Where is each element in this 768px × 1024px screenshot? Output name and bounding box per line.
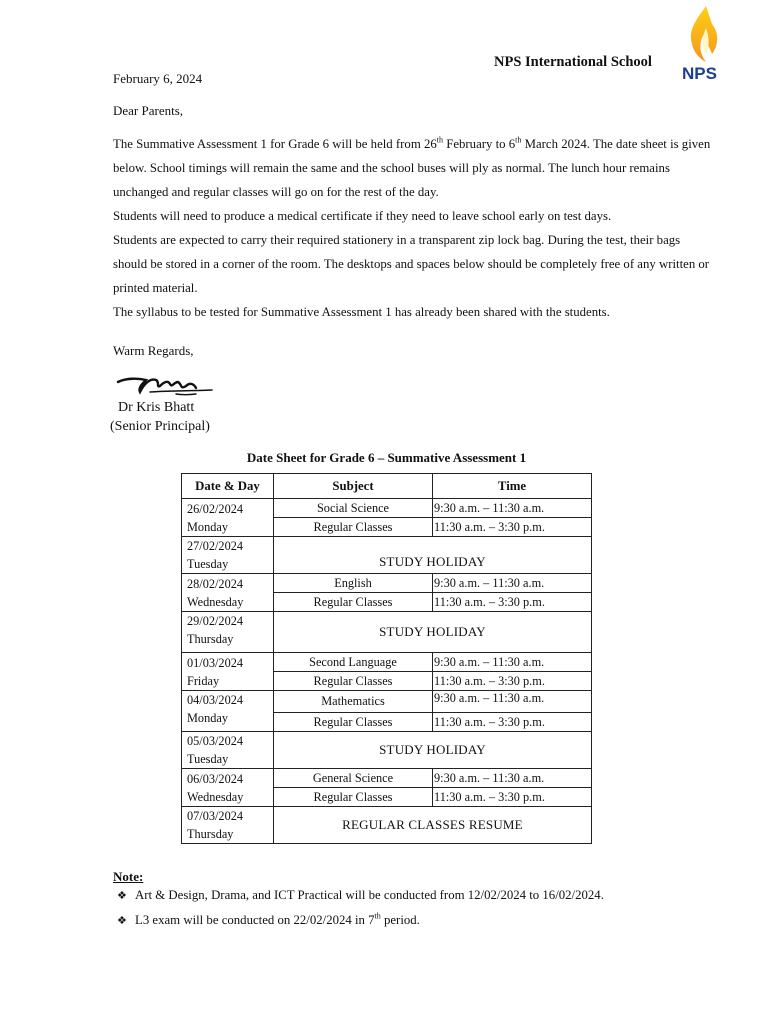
subject-cell: Regular Classes (274, 788, 433, 807)
date-cell: 05/03/2024 Tuesday (182, 732, 274, 769)
subject-cell: Regular Classes (274, 713, 433, 732)
table-row (182, 574, 592, 593)
time-cell: 9:30 a.m. – 11:30 a.m. (433, 653, 592, 672)
paragraph-assessment-dates: The Summative Assessment 1 for Grade 6 will be held from 26th February to 6th March 2024. The date sheet is given below. School timings will remain the same and the school buses will ply as normal. The lunch hour remains unchanged and regular classes will go on for the rest of the day. (113, 135, 711, 199)
signatory-title: (Senior Principal) (110, 419, 210, 434)
time-cell: 11:30 a.m. – 3:30 p.m. (433, 713, 592, 732)
paragraph-syllabus: The syllabus to be tested for Summative Assessment 1 has already been shared with the students. (113, 305, 610, 319)
subject-cell: Second Language (274, 653, 433, 672)
paragraph-medical-certificate: Students will need to produce a medical certificate if they need to leave school early on test days. (113, 209, 612, 223)
subject-cell: English (274, 574, 433, 593)
date-cell: 29/02/2024 Thursday (182, 612, 274, 653)
flame-logo-icon (676, 4, 732, 82)
signature-icon (116, 370, 216, 400)
table-header-row (182, 474, 592, 499)
table-row (182, 732, 592, 769)
date-cell: 28/02/2024 Wednesday (182, 574, 274, 612)
table-row (182, 691, 592, 713)
table-row (182, 612, 592, 653)
time-cell: 9:30 a.m. – 11:30 a.m. (433, 574, 592, 593)
subject-cell: General Science (274, 769, 433, 788)
subject-cell: Regular Classes (274, 518, 433, 537)
study-holiday-cell: STUDY HOLIDAY (274, 612, 592, 653)
diamond-bullet-icon: ❖ (117, 890, 127, 902)
note-title: Note: (113, 869, 144, 884)
paragraph-stationery: Students are expected to carry their required stationery in a transparent zip lock bag. During the test, their bags should be stored in a corner of the room. The desktops and spaces below should be completely free of any written or printed material. (113, 233, 710, 295)
date-sheet-title: Date Sheet for Grade 6 – Summative Assessment 1 (246, 450, 527, 465)
classes-resume-cell: REGULAR CLASSES RESUME (274, 807, 592, 844)
logo-text: NPS (682, 64, 717, 82)
time-cell: 9:30 a.m. – 11:30 a.m. (433, 769, 592, 788)
subject-cell: Regular Classes (274, 593, 433, 612)
header-time: Time (433, 474, 592, 499)
subject-cell: Mathematics (274, 691, 433, 713)
signature (116, 370, 216, 400)
signatory-name: Dr Kris Bhatt (118, 400, 195, 415)
date-cell: 04/03/2024 Monday (182, 691, 274, 732)
header-date-day: Date & Day (182, 474, 274, 499)
table-row (182, 653, 592, 672)
subject-cell: Social Science (274, 499, 433, 518)
study-holiday-cell: STUDY HOLIDAY (274, 732, 592, 769)
time-cell: 11:30 a.m. – 3:30 p.m. (433, 593, 592, 612)
closing-regards: Warm Regards, (113, 343, 194, 358)
diamond-bullet-icon: ❖ (117, 915, 127, 927)
table-row (182, 769, 592, 788)
date-sheet-table (181, 473, 592, 844)
header-subject: Subject (274, 474, 433, 499)
school-name: NPS International School (494, 54, 652, 70)
date-cell: 26/02/2024 Monday (182, 499, 274, 537)
date-cell: 07/03/2024 Thursday (182, 807, 274, 844)
time-cell: 9:30 a.m. – 11:30 a.m. (433, 499, 592, 518)
date-cell: 27/02/2024 Tuesday (182, 537, 274, 574)
note-item: ❖ Art & Design, Drama, and ICT Practical will be conducted from 12/02/2024 to 16/02/2024. (117, 888, 604, 902)
date-cell: 01/03/2024 Friday (182, 653, 274, 691)
time-cell: 9:30 a.m. – 11:30 a.m. (433, 691, 592, 713)
table-row (182, 807, 592, 844)
note-item: ❖ L3 exam will be conducted on 22/02/2024 in 7th period. (117, 911, 420, 927)
school-logo (676, 4, 732, 82)
table-row (182, 537, 592, 574)
letter-date: February 6, 2024 (113, 71, 203, 86)
study-holiday-cell: STUDY HOLIDAY (274, 537, 592, 574)
time-cell: 11:30 a.m. – 3:30 p.m. (433, 788, 592, 807)
subject-cell: Regular Classes (274, 672, 433, 691)
table-row (182, 499, 592, 518)
time-cell: 11:30 a.m. – 3:30 p.m. (433, 672, 592, 691)
time-cell: 11:30 a.m. – 3:30 p.m. (433, 518, 592, 537)
date-cell: 06/03/2024 Wednesday (182, 769, 274, 807)
salutation: Dear Parents, (113, 103, 184, 118)
